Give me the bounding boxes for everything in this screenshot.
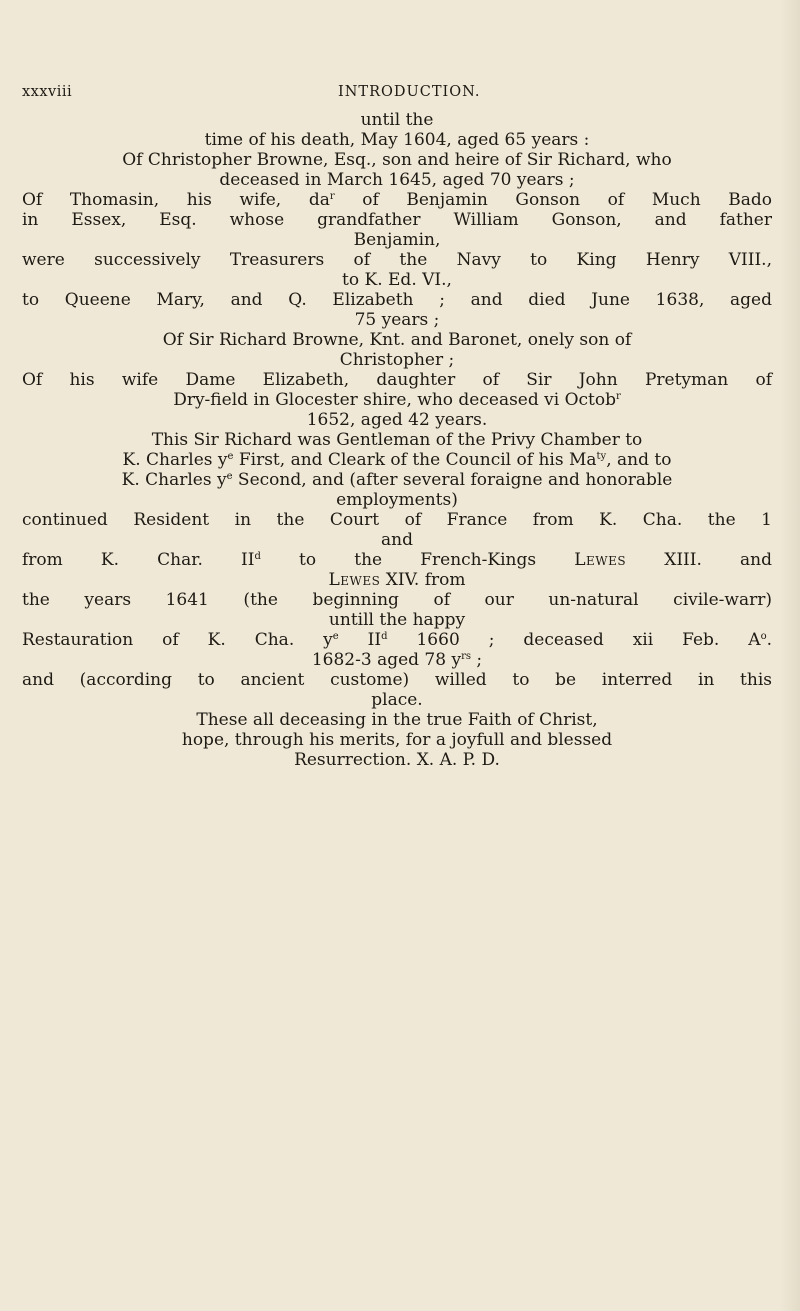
text-line: 75 years ;: [354, 310, 440, 330]
running-title: INTRODUCTION.: [338, 84, 481, 100]
text-line: deceased in March 1645, aged 70 years ;: [219, 170, 575, 190]
text-line: untill the happy: [328, 610, 466, 630]
text-line: time of his death, May 1604, aged 65 years :: [204, 130, 590, 150]
text-line: place.: [371, 690, 423, 710]
page-edge-shadow: [780, 0, 800, 1311]
text-line: Christopher ;: [339, 350, 455, 370]
text-line: 1652, aged 42 years.: [306, 410, 488, 430]
text-line: the years 1641 (the beginning of our un-natural civile-warr): [22, 590, 772, 610]
text-line: Of Thomasin, his wife, $da^r$ of Benjamin Gonson of Much Bado: [22, 190, 772, 210]
page-number: xxxviii: [22, 84, 73, 100]
text-line: 1682-3 aged 78 $y^{rs}$ ;: [311, 650, 483, 670]
text-line: Restauration of K. Cha. $y^e$ $II^d$ 1660 ; deceased xii Feb. $A^o$.: [22, 630, 773, 650]
text-line: to Queene Mary, and Q. Elizabeth ; and died June 1638, aged: [22, 290, 772, 310]
text-line: Lewes XIV. from: [328, 570, 466, 590]
text-line: Resurrection. X. A. P. D.: [294, 750, 500, 770]
text-line: Benjamin,: [353, 230, 441, 250]
text-line: Dry-field in Glocester shire, who deceased vi Octob$^r$: [173, 390, 621, 410]
text-line: from K. Char. $II^d$ to the French-Kings Lewes XIII. and: [22, 550, 772, 570]
text-line: Of Sir Richard Browne, Knt. and Baronet, onely son of: [162, 330, 632, 350]
text-line: These all deceasing in the true Faith of Christ,: [196, 710, 598, 730]
epitaph-text: [22, 110, 772, 770]
text-line: in Essex, Esq. whose grandfather William Gonson, and father: [22, 210, 772, 230]
text-line: employments): [336, 490, 458, 510]
text-line: Of his wife Dame Elizabeth, daughter of Sir John Pretyman of: [22, 370, 772, 390]
text-line: until the: [360, 110, 434, 130]
text-line: hope, through his merits, for a joyfull and blessed: [181, 730, 613, 750]
text-line: and (according to ancient custome) willed to be interred in this: [22, 670, 772, 690]
text-line: K. Charles $y^e$ First, and Cleark of the Council of his $Ma^{ty}$, and to: [122, 450, 672, 470]
text-line: continued Resident in the Court of France from K. Cha. the 1: [22, 510, 772, 530]
text-line: Of Christopher Browne, Esq., son and heire of Sir Richard, who: [122, 150, 672, 170]
text-line: and: [381, 530, 413, 550]
text-line: K. Charles $y^e$ Second, and (after several foraigne and honorable: [121, 470, 673, 490]
text-line: were successively Treasurers of the Navy to King Henry VIII.,: [22, 250, 772, 270]
text-line: This Sir Richard was Gentleman of the Privy Chamber to: [151, 430, 643, 450]
text-line: to K. Ed. VI.,: [342, 270, 452, 290]
